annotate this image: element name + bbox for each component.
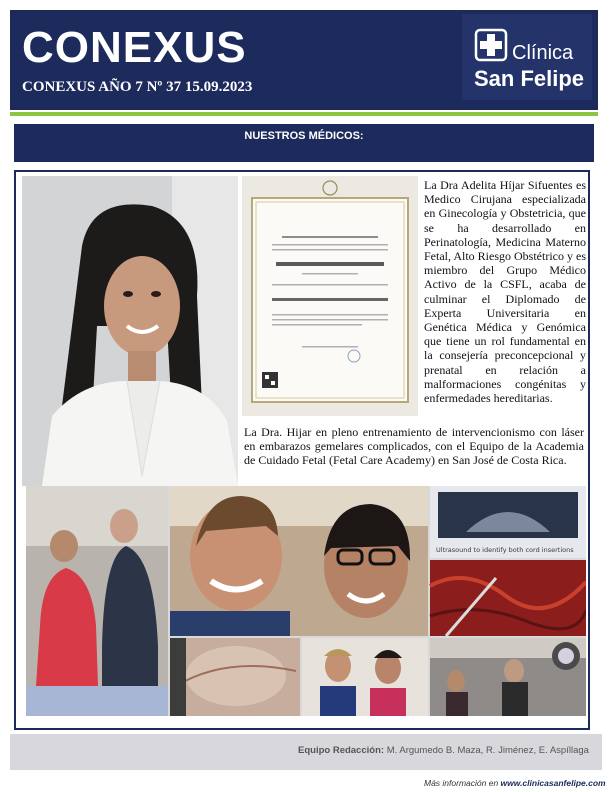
placenta-vessels-photo	[430, 560, 586, 636]
article-paragraph-2: La Dra. Hijar en pleno entrenamiento de intervencionismo con láser en embarazos gemelares complicados, con el Equipo de la Academia de Cuidado Fetal (Fetal Care Academy) en San José de Costa Rica.	[244, 425, 584, 468]
lecture-room-photo	[430, 638, 586, 716]
section-title: NUESTROS MÉDICOS:	[244, 130, 364, 142]
accent-divider	[10, 112, 598, 116]
logo-text-clinica: Clínica	[512, 42, 574, 64]
training-room-photo	[26, 486, 168, 716]
credits-names: M. Argumedo B. Maza, R. Jiménez, E. Aspíllaga	[386, 745, 589, 756]
training-photo-collage	[26, 486, 586, 716]
issue-info: CONEXUS AÑO 7 Nº 37 15.09.2023	[22, 79, 253, 95]
doctor-portrait-photo	[22, 176, 238, 486]
fetoscopy-view-photo	[170, 638, 300, 716]
more-info-line	[424, 778, 606, 788]
website-link[interactable]: www.clinicasanfelipe.com	[500, 778, 606, 788]
article-paragraph-1: La Dra Adelita Híjar Sifuentes es Medico Cirujana especializada en Ginecología y Obstetricia, que se ha desarrollado en Perinatología, Medicina Materno Fetal, Alto Riesgo Obstétrico y es miembro del Grupo Médico Activo de la CSFL, acaba de culminar el Diplomado de Experta Universitaria en Genética Médica y Genómica que tiene un rol fundamental en la consejería preconcepcional y prenatal en relación a malformaciones congénitas y enfermedades hereditarias.	[424, 178, 586, 406]
editorial-credits	[298, 745, 589, 756]
two-women-photo	[302, 638, 428, 716]
more-info-prefix: Más información en	[424, 778, 499, 788]
selfie-photo	[170, 486, 428, 636]
newsletter-title: CONEXUS	[22, 23, 247, 72]
ultrasound-caption: Ultrasound to identify both cord insertions	[436, 546, 574, 554]
diploma-certificate-image	[242, 176, 418, 416]
logo-text-san-felipe: San Felipe	[474, 66, 585, 91]
medical-cross-icon	[474, 28, 508, 62]
credits-label: Equipo Redacción:	[298, 745, 385, 756]
ultrasound-screen-photo	[430, 486, 586, 558]
